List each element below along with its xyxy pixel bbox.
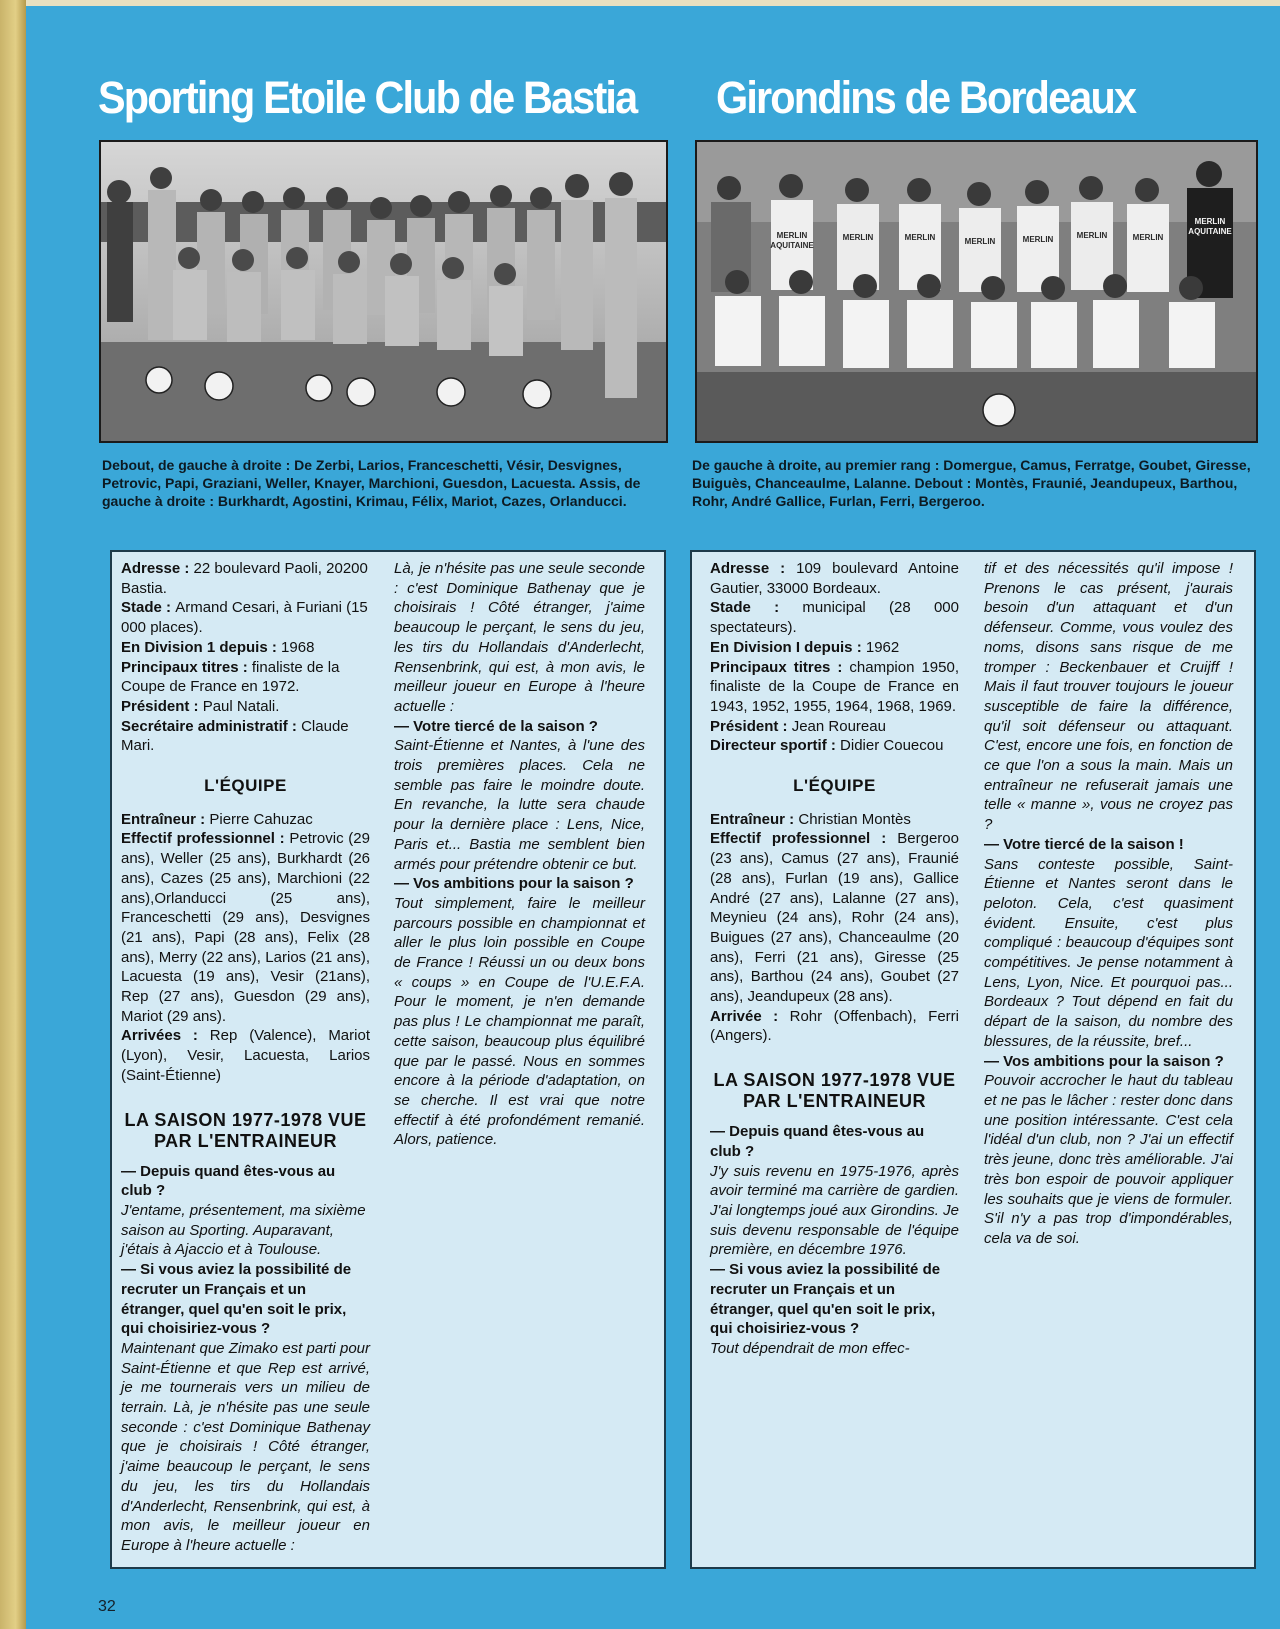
info-value: Paul Natali. xyxy=(202,697,280,715)
team-value: Petrovic (29 ans), Weller (25 ans), Burkhardt (26 ans), Cazes (25 ans), Marchioni (22 ans),Orlanducci (25 ans), Franceschetti (29 ans), Desvignes (21 ans), Papi (28 ans), Felix (28 ans), Merry (22 ans), Larios (21 ans), Lacuesta (19 ans), Vesir (21ans), Rep (27 ans), Guesdon (29 ans), Mariot (29 ans). xyxy=(121,830,370,1025)
question: — Si vous aviez la possibilité de recruter un Français et un étranger, quel qu'en soit le prix, qui choisiriez-vous ? xyxy=(710,1261,941,1338)
shirt-sponsor-keeper-2: AQUITAINE xyxy=(1188,227,1232,236)
answer: Saint-Étienne et Nantes, à l'une des trois premières places. Cela ne semble pas faire le moindre doute. En revanche, la lutte sera chaude pour la dernière place : Lens, Nice, Paris et... Bastia me semblent bien armés pour prétendre obtenir ce but. xyxy=(394,737,645,873)
info-label: Secrétaire administratif xyxy=(121,717,288,735)
bordeaux-team-photo xyxy=(695,140,1258,443)
bordeaux-title: Girondins de Bordeaux xyxy=(716,72,1136,123)
bastia-column-2 xyxy=(394,559,645,1150)
answer: Pouvoir accrocher le haut du tableau et ne pas le lâcher : rester donc dans une position intéressante. C'est cela l'idéal d'un club, non ? J'ai un effectif très jeune, donc très améliorable. J'ai très bon espoir de pouvoir appliquer les souhaits que je viens de formuler. S'il n'y a pas trop d'impondérables, cela va de soi. xyxy=(984,1072,1233,1247)
shirt-sponsor-8: MERLIN xyxy=(1132,233,1164,242)
info-label: Directeur sportif xyxy=(710,737,827,755)
team-label: Arrivées xyxy=(121,1027,182,1045)
answer-continued: Là, je n'hésite pas une seule seconde : c'est Dominique Bathenay que je choisirais ! Côté étranger, j'aime beaucoup le perçant, le sens du jeu, les tirs du Hollandais d'Anderlecht, Rensenbrink, qui est, à mon avis, le meilleur joueur en Europe à l'heure actuelle : xyxy=(394,560,645,715)
team-value: Pierre Cahuzac xyxy=(209,810,313,828)
info-value: finaliste de la Coupe de France en 1972. xyxy=(121,658,340,696)
shirt-sponsor-keeper-1: MERLIN xyxy=(1194,217,1226,226)
bastia-team-heading: L'ÉQUIPE xyxy=(204,776,287,796)
bordeaux-season-heading: LA SAISON 1977-1978 VUE PAR L'ENTRAINEUR xyxy=(713,1070,956,1112)
bordeaux-photo-graphic xyxy=(697,142,1256,441)
shirt-sponsor-5: MERLIN xyxy=(964,237,996,246)
shirt-sponsor-3: MERLIN xyxy=(842,233,874,242)
team-label: Arrivée xyxy=(710,1007,762,1025)
answer: Tout simplement, faire le meilleur parcours possible en championnat et aller le plus loin possible en Coupe de France ! Réussi un ou deux bons « coups » en Coupe de l'U.E.F.A. Pour le moment, je n'en demande pas plus ! Le championnat me paraît, cette saison, beaucoup plus équilibré que par le passé. Nous en sommes encore à la période d'adaptation, on se cherche. Il est vrai que notre effectif à été profondément remanié. Alors, patience. xyxy=(394,894,645,1149)
shirt-sponsor-1: MERLIN xyxy=(776,231,808,240)
info-label: Principaux titres xyxy=(710,658,831,676)
team-label: Entraîneur xyxy=(121,810,197,828)
team-value: Rep (Valence), Mariot (Lyon), Vesir, Lacuesta, Larios (Saint-Étienne) xyxy=(121,1027,370,1084)
info-label: Président xyxy=(121,697,190,715)
shirt-sponsor-6: MERLIN xyxy=(1022,235,1054,244)
info-value: 109 boulevard Antoine Gautier, 33000 Bordeaux. xyxy=(710,560,959,597)
bastia-column-1: Adresse : 22 boulevard Paoli, 20200 Bastia. Stade : Armand Cesari, à Furiani (15 000 places). En Division 1 depuis : 1968 Principaux titres : finaliste de la Coupe de France en 1972. Président : Paul Natali. Secrétaire administratif : Claude Mari. L'ÉQUIPE Entraîneur : Pierre Cahuzac Effectif professionnel : Petrovic (29 ans), Weller (25 ans), Burkhardt (26 ans), Cazes (25 ans), Marchioni (22 ans),Orlanducci (25 ans), Franceschetti (29 ans), Desvignes (21 ans), Papi (28 ans), Felix (28 ans), Merry (22 ans), Larios (21 ans), Lacuesta (19 ans), Vesir (21ans), Rep (27 ans), Guesdon (29 ans), Mariot (29 ans). Arrivées : Rep (Valence), Mariot (Lyon), Vesir, Lacuesta, Larios (Saint-Étienne) LA SAISON 1977-1978 VUE PAR L'ENTRAINEUR — Depuis quand êtes-vous au club ? J'entame, présentement, ma sixième saison au Sporting. Auparavant, j'étais à Ajaccio et à Toulouse. — Si vous aviez la possibilité de recruter un Français et un étranger, quel qu'en soit le prix, qui choisiriez-vous ? Maintenant que Zimako est parti pour Saint-Étienne et que Rep est arrivé, je me tournerais vers un milieu de terrain. Là, je n'hésite pas une seule seconde : c'est Dominique Bathenay que je choisirais ! Côté étranger, j'aime beaucoup le perçant, le sens du jeu, les tirs du Hollandais d'Anderlecht, Rensenbrink, qui est, à mon avis, le meilleur joueur en Europe à l'heure actuelle : xyxy=(121,560,370,1554)
info-label: Principaux titres xyxy=(121,658,239,676)
bordeaux-photo-caption: De gauche à droite, au premier rang : Domergue, Camus, Ferratge, Goubet, Giresse, Buiguès, Chanceaulme, Lalanne. Debout : Montès, Fraunié, Jeandupeux, Barthou, Rohr, André Gallice, Furlan, Ferri, Bergeroo. xyxy=(692,457,1251,509)
question: — Vos ambitions pour la saison ? xyxy=(394,875,634,893)
team-value: Bergeroo (23 ans), Camus (27 ans), Fraunié (28 ans), Furlan (19 ans), Gallice André (27 ans), Lalanne (27 ans), Meynieu (24 ans), Rohr (24 ans), Buigues (27 ans), Chanceaulme (20 ans), Ferri (21 ans), Giresse (25 ans), Barthou (24 ans), Goubet (27 ans), Jeandupeux (28 ans). xyxy=(710,830,959,1006)
question: — Vos ambitions pour la saison ? xyxy=(984,1052,1224,1070)
answer: Sans conteste possible, Saint-Étienne et Nantes seront dans le peloton. Cela, c'est quasiment évident. Ensuite, c'est plus compliqué : beaucoup d'équipes sont compétitives. Je pense notamment à Lens, Lyon, Nice. Et pourquoi pas... Bordeaux ? Tout dépend en fait du départ de la saison, du nombre des blessures, de la réussite, bref... xyxy=(984,855,1233,1050)
answer: Maintenant que Zimako est parti pour Saint-Étienne et que Rep est arrivé, je me tournerais vers un milieu de terrain. Là, je n'hésite pas une seule seconde : c'est Dominique Bathenay que je choisirais ! Côté étranger, j'aime beaucoup le perçant, le sens du jeu, les tirs du Hollandais d'Anderlecht, Rensenbrink, qui est, à mon avis, le meilleur joueur en Europe à l'heure actuelle : xyxy=(121,1339,370,1554)
info-value: municipal (28 000 spectateurs). xyxy=(710,599,959,637)
bastia-team-photo xyxy=(99,140,668,443)
info-value: champion 1950, finaliste de la Coupe de France en 1943, 1952, 1955, 1964, 1968, 1969. xyxy=(710,658,959,715)
info-label: Adresse xyxy=(121,560,181,577)
team-label: Effectif professionnel xyxy=(121,830,275,848)
info-value: Armand Cesari, à Furiani (15 000 places). xyxy=(121,599,368,637)
answer: J'entame, présentement, ma sixième saison au Sporting. Auparavant, j'étais à Ajaccio et à Toulouse. xyxy=(121,1201,366,1259)
info-value: Didier Couecou xyxy=(840,737,944,755)
shirt-sponsor-7: MERLIN xyxy=(1076,231,1108,240)
info-label: Adresse xyxy=(710,560,770,577)
team-value: Christian Montès xyxy=(798,810,911,828)
bastia-photo-caption: Debout, de gauche à droite : De Zerbi, Larios, Franceschetti, Vésir, Desvignes, Petrovic, Papi, Graziani, Weller, Knayer, Marchioni, Guesdon, Lacuesta. Assis, de gauche à droite : Burkhardt, Agostini, Krimau, Félix, Mariot, Cazes, Orlanducci. xyxy=(102,457,641,509)
info-label: Stade xyxy=(121,599,162,617)
info-label: Stade xyxy=(710,599,751,617)
bastia-photo-graphic xyxy=(101,142,666,441)
info-value: 1962 xyxy=(865,638,900,656)
info-label: En Division I depuis xyxy=(710,638,853,656)
bordeaux-column-2 xyxy=(984,559,1233,1249)
bordeaux-team-heading: L'ÉQUIPE xyxy=(793,776,876,796)
info-value: 22 boulevard Paoli, 20200 Bastia. xyxy=(121,560,368,597)
page-number: 32 xyxy=(98,1598,116,1615)
bastia-title: Sporting Etoile Club de Bastia xyxy=(98,72,637,123)
bordeaux-column-1: Adresse : 109 boulevard Antoine Gautier, 33000 Bordeaux. Stade : municipal (28 000 spectateurs). En Division I depuis : 1962 Principaux titres : champion 1950, finaliste de la Coupe de France en 1943, 1952, 1955, 1964, 1968, 1969. Président : Jean Roureau Directeur sportif : Didier Couecou L'ÉQUIPE Entraîneur : Christian Montès Effectif professionnel : Bergeroo (23 ans), Camus (27 ans), Fraunié (28 ans), Furlan (19 ans), Gallice André (27 ans), Lalanne (27 ans), Meynieu (24 ans), Rohr (24 ans), Buigues (27 ans), Chanceaulme (20 ans), Ferri (21 ans), Giresse (25 ans), Barthou (24 ans), Goubet (27 ans), Jeandupeux (28 ans). Arrivée : Rohr (Offenbach), Ferri (Angers). LA SAISON 1977-1978 VUE PAR L'ENTRAINEUR — Depuis quand êtes-vous au club ? J'y suis revenu en 1975-1976, après avoir terminé ma carrière de gardien. J'ai longtemps joué aux Girondins. Je suis devenu responsable de l'équipe première, en décembre 1976. — Si vous aviez la possibilité de recruter un Français et un étranger, quel qu'en soit le prix, qui choisiriez-vous ? Tout dépendrait de mon effec- xyxy=(710,560,959,1357)
answer: J'y suis revenu en 1975-1976, après avoir terminé ma carrière de gardien. J'ai longtemps joué aux Girondins. Je suis devenu responsable de l'équipe première, en décembre 1976. xyxy=(710,1162,959,1259)
bastia-season-heading: LA SAISON 1977-1978 VUE PAR L'ENTRAINEUR xyxy=(124,1109,367,1151)
answer-continued: tif et des nécessités qu'il impose ! Prenons le cas présent, j'aurais besoin d'un attaquant et d'un défenseur. Comme, vous voulez des noms, disons sans risque de me tromper : Beckenbauer et Cruijff ! Mais il faut trouver toujours le joueur susceptible de faire la différence, qu'il soit défenseur ou attaquant. C'est, encore une fois, en fonction de ce que l'on a sous la main. Mais un entraîneur ne refuserait jamais une telle « manne », vous ne croyez pas ? xyxy=(984,560,1233,834)
team-label: Entraîneur xyxy=(710,810,786,828)
info-label: En Division 1 depuis xyxy=(121,638,268,656)
question: — Votre tiercé de la saison ! xyxy=(984,835,1184,853)
shirt-sponsor-4: MERLIN xyxy=(904,233,936,242)
info-label: Président xyxy=(710,717,779,735)
team-label: Effectif professionnel xyxy=(710,830,871,848)
question: — Depuis quand êtes-vous au club ? xyxy=(121,1162,336,1200)
question: — Depuis quand êtes-vous au club ? xyxy=(710,1123,925,1160)
info-value: Jean Roureau xyxy=(791,717,886,735)
answer-start: Tout dépendrait de mon effec- xyxy=(710,1339,910,1357)
question: — Si vous aviez la possibilité de recruter un Français et un étranger, quel qu'en soit le prix, qui choisiriez-vous ? xyxy=(121,1261,352,1338)
info-value: Claude Mari. xyxy=(121,717,349,755)
team-value: Rohr (Offenbach), Ferri (Angers). xyxy=(710,1007,959,1045)
question: — Votre tiercé de la saison ? xyxy=(394,717,598,735)
info-value: 1968 xyxy=(281,638,315,656)
binding-spine xyxy=(0,0,26,1629)
shirt-sponsor-2: AQUITAINE xyxy=(770,241,814,250)
